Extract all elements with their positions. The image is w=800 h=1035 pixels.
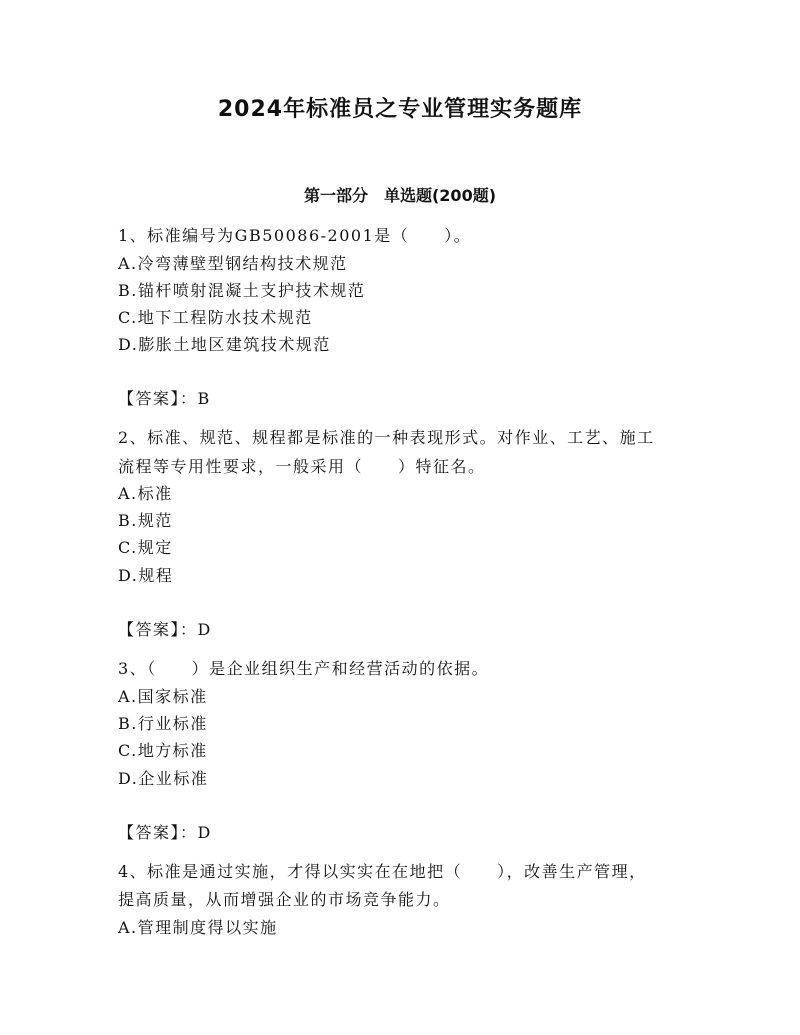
- question-1-option-b: B.锚杆喷射混凝土支护技术规范: [118, 281, 366, 300]
- question-4-stem-line-1: 4、标准是通过实施，才得以实实在在地把（ ），改善生产管理，: [118, 862, 647, 881]
- question-1-option-a: A.冷弯薄壁型钢结构技术规范: [118, 254, 348, 273]
- question-2-option-b: B.规范: [118, 511, 173, 530]
- question-2-option-a: A.标准: [118, 484, 173, 503]
- question-1-option-c: C.地下工程防水技术规范: [118, 308, 313, 327]
- question-3-option-b: B.行业标准: [118, 714, 208, 733]
- question-1-answer: 【答案】：B: [118, 389, 211, 408]
- question-2-stem-line-2: 流程等专用性要求，一般采用（ ）特征名。: [118, 457, 486, 476]
- question-2-answer: 【答案】：D: [118, 620, 212, 639]
- question-3-option-c: C.地方标准: [118, 741, 208, 760]
- question-1-stem: 1、标准编号为GB50086-2001是（ ）。: [118, 226, 472, 245]
- question-3-option-a: A.国家标准: [118, 687, 208, 706]
- document-title: 2024年标准员之专业管理实务题库: [217, 97, 583, 122]
- question-4-stem-line-2: 提高质量，从而增强企业的市场竞争能力。: [118, 890, 451, 909]
- question-3-option-d: D.企业标准: [118, 769, 209, 788]
- question-2-option-c: C.规定: [118, 538, 173, 557]
- question-2-option-d: D.规程: [118, 566, 174, 585]
- question-4-option-a: A.管理制度得以实施: [118, 918, 278, 937]
- question-1-option-d: D.膨胀土地区建筑技术规范: [118, 335, 331, 354]
- question-2-stem-line-1: 2、标准、规范、规程都是标准的一种表现形式。对作业、工艺、施工: [118, 428, 655, 447]
- section-heading: 第一部分 单选题(200题): [303, 186, 497, 205]
- question-3-answer: 【答案】：D: [118, 823, 212, 842]
- question-3-stem: 3、（ ）是企业组织生产和经营活动的依据。: [118, 659, 490, 678]
